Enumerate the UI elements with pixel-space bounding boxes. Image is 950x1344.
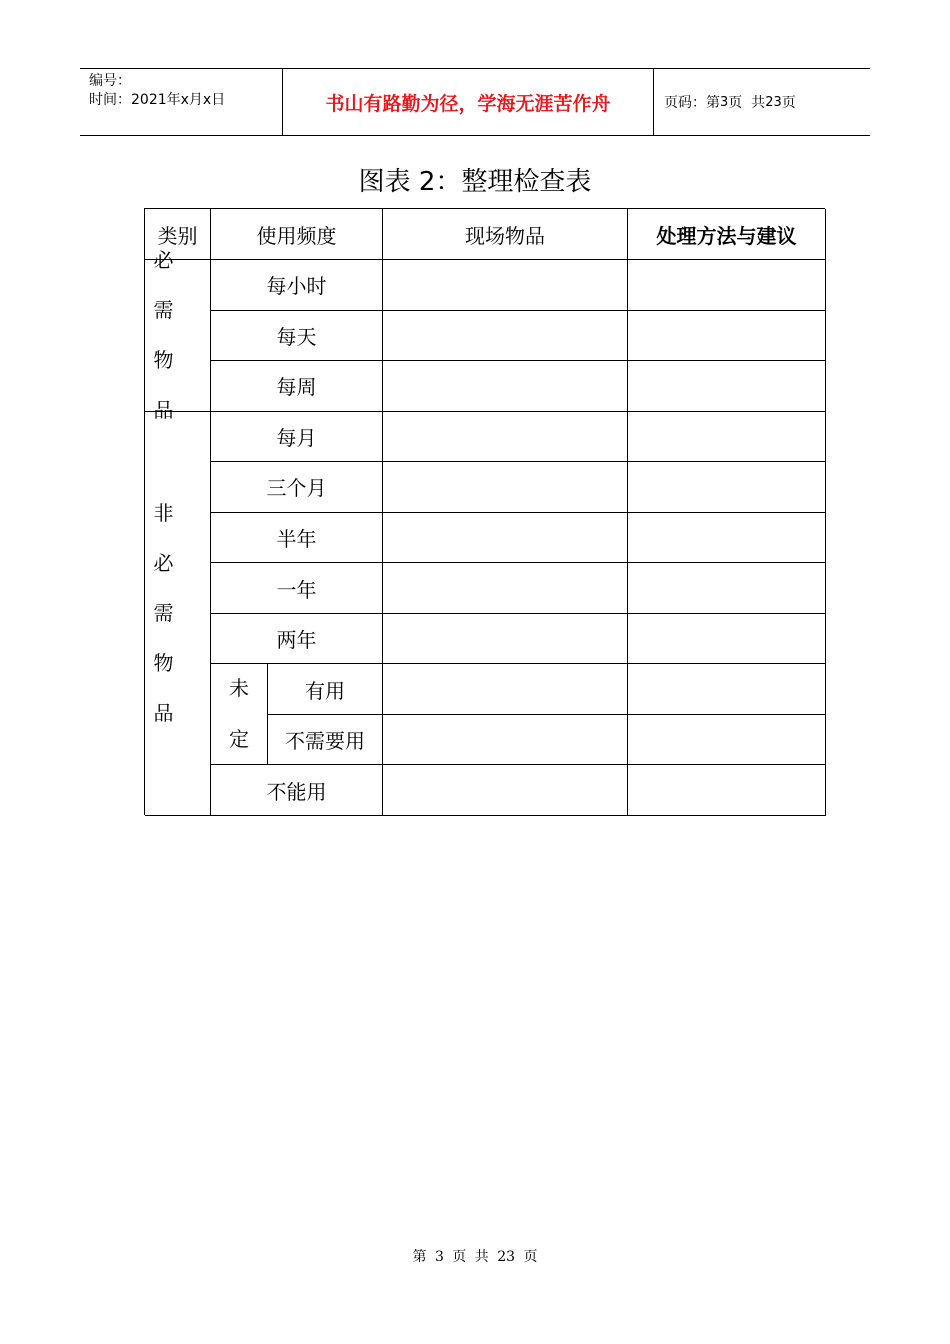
page-total: 23	[765, 94, 782, 110]
table-cell	[383, 361, 628, 412]
category-unneeded-line: 品	[153, 701, 180, 726]
category-needed-line: 必 需	[153, 248, 180, 323]
header-onsite-items: 现场物品	[383, 209, 628, 260]
page-prefix: 页码：第	[664, 95, 720, 111]
time-label: 时间：2021年x月x日	[89, 92, 226, 108]
header-page-info	[654, 69, 870, 135]
page-header	[80, 68, 870, 136]
page-footer: 第 3 页 共 23 页	[412, 1249, 538, 1265]
undecided-label-char: 定	[229, 727, 249, 752]
table-cell	[628, 260, 826, 311]
category-needed	[145, 248, 211, 423]
header-handling: 处理方法与建议	[628, 209, 826, 260]
table-cell	[628, 664, 826, 715]
frequency-cell: 一年	[211, 563, 383, 614]
frequency-cell: 三个月	[211, 462, 383, 513]
frequency-cell: 每天	[211, 311, 383, 362]
frequency-cell: 半年	[211, 513, 383, 564]
table-cell	[383, 412, 628, 463]
table-cell	[628, 513, 826, 564]
inspection-table	[144, 208, 825, 815]
page-suffix: 页	[781, 95, 796, 111]
category-unneeded-line: 需 物	[153, 601, 180, 676]
header-category: 类别	[145, 209, 211, 260]
table-cell	[383, 563, 628, 614]
frequency-cell: 每周	[211, 361, 383, 412]
table-cell	[383, 765, 628, 816]
page-mid: 页 共	[728, 95, 766, 111]
table-title: 图表 2：整理检查表	[358, 167, 592, 197]
table-cell	[628, 715, 826, 766]
frequency-cell: 每月	[211, 412, 383, 463]
category-unneeded-line: 非 必	[153, 501, 180, 576]
table-cell	[628, 563, 826, 614]
category-unneeded	[145, 412, 211, 816]
table-cell	[383, 513, 628, 564]
table-cell	[628, 614, 826, 665]
frequency-cell: 每小时	[211, 260, 383, 311]
header-motto: 书山有路勤为径，学海无涯苦作舟	[282, 69, 654, 135]
undecided-label	[211, 664, 268, 765]
table-cell	[628, 361, 826, 412]
table-cell	[628, 311, 826, 362]
code-label: 编号：	[89, 73, 131, 89]
table-cell	[383, 260, 628, 311]
frequency-cell: 不能用	[211, 765, 383, 816]
table-cell	[383, 614, 628, 665]
page-number: 3	[720, 94, 729, 110]
table-cell	[628, 462, 826, 513]
table-cell	[383, 664, 628, 715]
undecided-label-char: 未	[229, 676, 249, 701]
header-meta	[80, 69, 282, 135]
category-needed-line: 物品	[153, 348, 180, 423]
table-cell	[628, 412, 826, 463]
frequency-cell: 有用	[268, 664, 383, 715]
frequency-cell: 不需要用	[268, 715, 383, 766]
table-cell	[628, 765, 826, 816]
frequency-cell: 两年	[211, 614, 383, 665]
table-cell	[383, 715, 628, 766]
table-cell	[383, 311, 628, 362]
table-cell	[383, 462, 628, 513]
header-frequency: 使用频度	[211, 209, 383, 260]
